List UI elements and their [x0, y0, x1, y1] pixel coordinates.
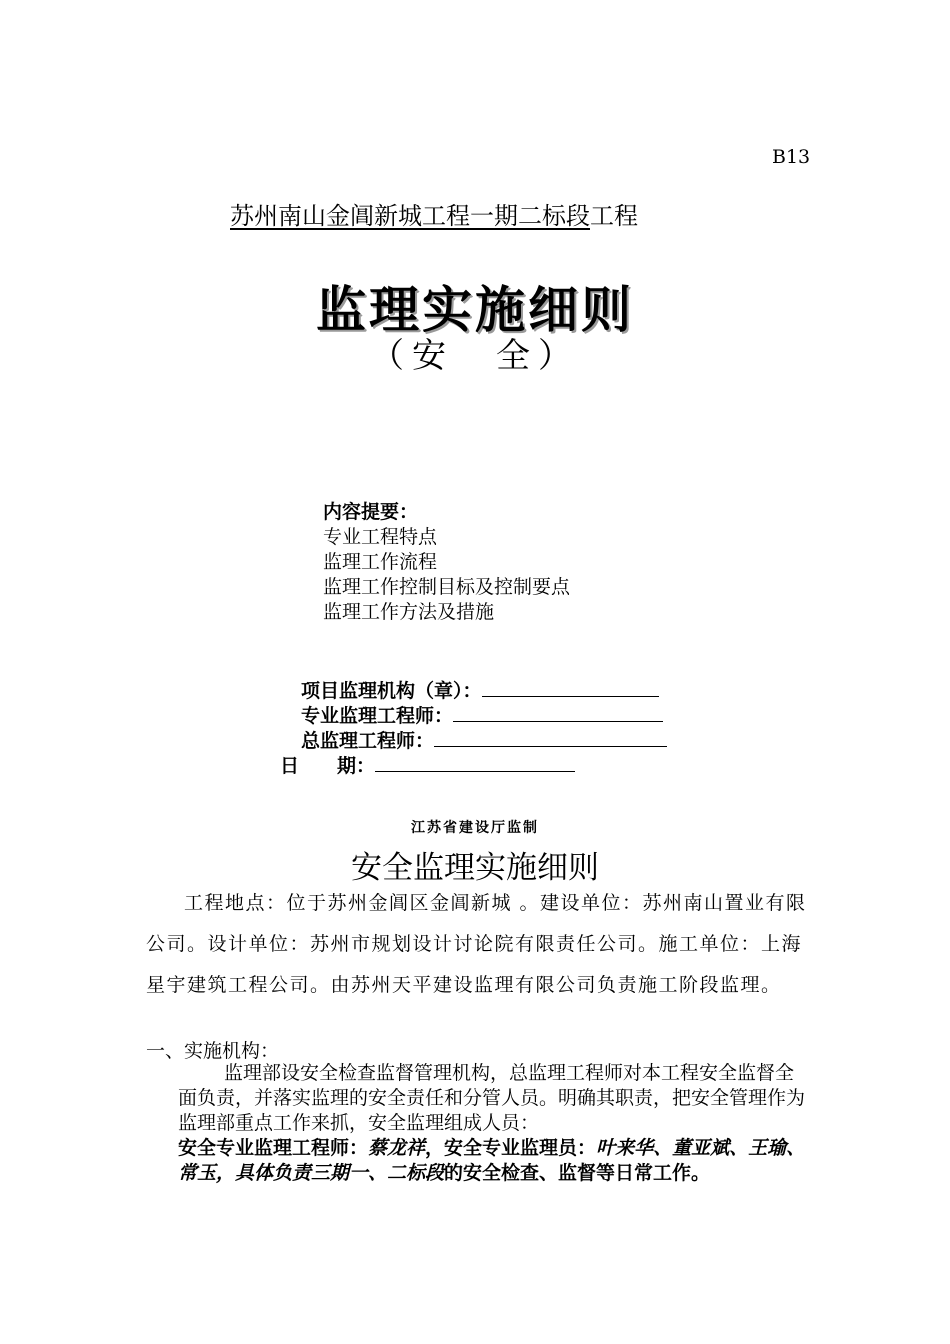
signature-row-chief — [301, 726, 667, 753]
main-title: 监理实施细则 — [316, 281, 634, 339]
form-code: B13 — [772, 146, 811, 168]
signature-line — [482, 678, 659, 697]
section-paragraph: 监理部设安全检查监督管理机构，总监理工程师对本工程安全监督全面负责，并落实监理的安全责任和分管人员。明确其职责，把安全管理作为监理部重点工作来抓，安全监理组成人员： — [178, 1062, 806, 1134]
project-title-suffix: 工程 — [590, 202, 638, 230]
signature-row-date — [280, 751, 575, 778]
signature-label: 专业监理工程师： — [301, 705, 454, 727]
signature-label: 总监理工程师： — [301, 730, 435, 752]
summary-item: 监理工作流程 — [323, 551, 438, 573]
staff-name: 蔡龙祥 — [368, 1137, 426, 1159]
summary-block — [323, 500, 570, 625]
staff-label: 安全专业监理工程师： — [178, 1137, 369, 1159]
signature-row-specialist — [301, 701, 663, 728]
signature-row-agency — [301, 676, 659, 703]
signature-label: 日 期： — [280, 755, 376, 777]
staff-label: 安全专业监理员： — [444, 1137, 597, 1159]
project-name: 苏州南山金阊新城工程一期二标段 — [230, 202, 590, 230]
staff-duty: 的安全检查、监督等日常工作。 — [444, 1162, 711, 1184]
section-body — [178, 1061, 808, 1186]
summary-item: 专业工程特点 — [323, 526, 438, 548]
signature-line — [434, 728, 667, 747]
sub-title: （安 全） — [370, 336, 580, 376]
signature-line — [375, 753, 575, 772]
issuer-text: 江苏省建设厅监制 — [411, 820, 539, 836]
summary-item: 监理工作方法及措施 — [323, 601, 495, 623]
summary-heading: 内容提要： — [323, 501, 419, 523]
document-heading: 安全监理实施细则 — [351, 850, 599, 886]
summary-item: 监理工作控制目标及控制要点 — [323, 576, 571, 598]
staff-paragraph — [178, 1136, 808, 1186]
section-heading: 一、实施机构： — [146, 1040, 280, 1062]
project-title — [230, 196, 638, 231]
intro-text: 工程地点：位于苏州金阊区金阊新城 。建设单位：苏州南山置业有限公司。设计单位：苏州市规划设计讨论院有限责任公司。施工单位：上海星宇建筑工程公司。由苏州天平建设监理有限公司负责施工阶段监理。 — [146, 892, 807, 996]
staff-separator: ， — [425, 1137, 445, 1159]
intro-paragraph — [146, 883, 808, 1006]
staff-names: 叶来华、董亚斌、王瑜、常玉，具体负责三期一、二标段 — [178, 1137, 806, 1184]
signature-label: 项目监理机构（章）： — [301, 680, 482, 702]
signature-line — [453, 703, 663, 722]
